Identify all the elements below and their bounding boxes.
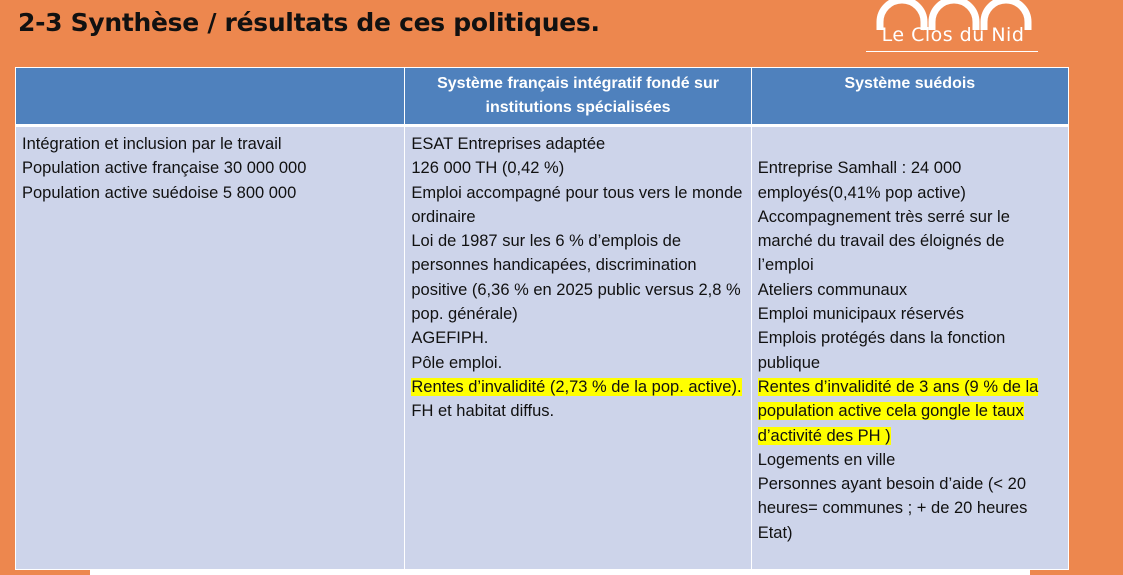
header-french-system: Système français intégratif fondé sur institutions spécialisées bbox=[405, 68, 751, 126]
list-item: AGEFIPH. bbox=[411, 329, 489, 348]
list-item: Accompagnement très serré sur le marché du travail des éloignés de l’emploi bbox=[757, 207, 1010, 275]
logo-underline bbox=[866, 51, 1038, 52]
header-empty bbox=[16, 68, 405, 126]
highlight-text: Rentes d’invalidité de 3 ans (9 % de la population active cela gongle le taux d’activité des PH ) bbox=[757, 377, 1039, 445]
blank-line bbox=[758, 132, 1062, 156]
bottom-bar bbox=[90, 570, 1030, 575]
list-item: Population active française 30 000 000 bbox=[22, 159, 307, 178]
list-item: Loi de 1987 sur les 6 % d’emplois de personnes handicapées, discrimination positive (6,36 % en 2025 public versus 2,8 % pop. générale) bbox=[411, 232, 741, 324]
list-item: Intégration et inclusion par le travail bbox=[22, 135, 282, 153]
list-item: Emploi accompagné pour tous vers le monde ordinaire bbox=[411, 183, 743, 226]
list-item: Ateliers communaux bbox=[757, 280, 908, 299]
cell-context bbox=[16, 126, 405, 570]
list-item: Population active suédoise 5 800 000 bbox=[22, 183, 297, 202]
table-row bbox=[16, 126, 1069, 570]
list-item: Pôle emploi. bbox=[411, 353, 503, 372]
list-item: ESAT Entreprises adaptée bbox=[411, 135, 606, 153]
highlighted-item bbox=[758, 375, 1062, 448]
comparison-table bbox=[15, 67, 1069, 570]
list-item: 126 000 TH (0,42 %) bbox=[411, 159, 565, 178]
cell-french-system bbox=[405, 126, 751, 570]
logo bbox=[860, 0, 1045, 58]
list-item: Emplois protégés dans la fonction publique bbox=[757, 329, 1006, 372]
list-item: Personnes ayant besoin d’aide (< 20 heures= communes ; + de 20 heures Etat) bbox=[757, 475, 1028, 542]
logo-text: Le Clos du Nid bbox=[881, 24, 1025, 46]
cell-swedish-system bbox=[751, 126, 1068, 570]
list-item: FH et habitat diffus. bbox=[411, 402, 555, 421]
list-item: Entreprise Samhall : 24 000 employés(0,41% pop active) bbox=[757, 159, 966, 202]
highlighted-item bbox=[411, 375, 744, 399]
table-header-row bbox=[16, 68, 1069, 126]
list-item: Logements en ville bbox=[757, 450, 896, 469]
list-item: Emploi municipaux réservés bbox=[757, 305, 965, 324]
header-swedish-system: Système suédois bbox=[751, 68, 1068, 126]
highlight-text: Rentes d’invalidité (2,73 % de la pop. active). bbox=[411, 377, 742, 396]
slide-title: 2-3 Synthèse / résultats de ces politiques. bbox=[18, 8, 600, 37]
